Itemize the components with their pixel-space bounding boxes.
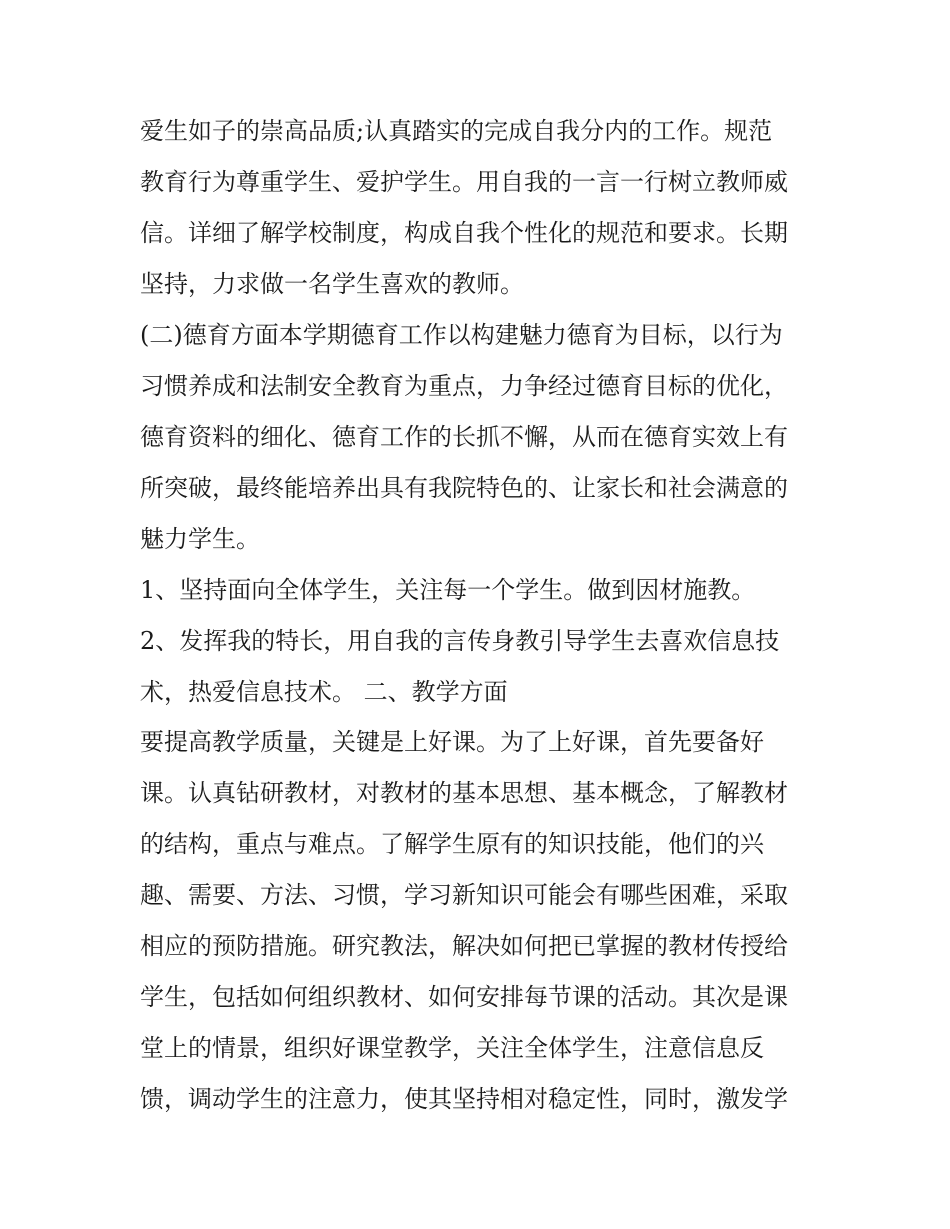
text-line: (二)德育方面本学期德育工作以构建魅力德育为目标，以行为	[140, 321, 783, 349]
text-line: 习惯养成和法制安全教育为重点，力争经过德育目标的优化，	[140, 372, 788, 400]
text-line: 相应的预防措施。研究教法，解决如何把已掌握的教材传授给	[140, 932, 788, 960]
text-line: 魅力学生。	[140, 525, 260, 553]
text-line: 馈，调动学生的注意力，使其坚持相对稳定性，同时，激发学	[140, 1085, 788, 1113]
text-line: 堂上的情景，组织好课堂教学，关注全体学生，注意信息反	[140, 1034, 764, 1062]
text-line: 要提高教学质量，关键是上好课。为了上好课，首先要备好	[140, 728, 764, 756]
text-line: 2、发挥我的特长，用自我的言传身教引导学生去喜欢信息技	[140, 627, 780, 655]
text-line: 的结构，重点与难点。了解学生原有的知识技能，他们的兴	[140, 830, 764, 858]
text-line: 1、坚持面向全体学生，关注每一个学生。做到因材施教。	[140, 576, 756, 604]
document-body	[140, 106, 820, 1125]
text-line: 教育行为尊重学生、爱护学生。用自我的一言一行树立教师威	[140, 168, 788, 196]
text-line: 信。详细了解学校制度，构成自我个性化的规范和要求。长期	[140, 219, 788, 247]
text-line: 坚持，力求做一名学生喜欢的教师。	[140, 270, 524, 298]
text-line: 课。认真钻研教材，对教材的基本思想、基本概念，了解教材	[140, 779, 788, 807]
text-line: 所突破，最终能培养出具有我院特色的、让家长和社会满意的	[140, 474, 788, 502]
text-line: 术，热爱信息技术。 二、教学方面	[140, 678, 508, 706]
text-line: 学生，包括如何组织教材、如何安排每节课的活动。其次是课	[140, 983, 788, 1011]
text-line: 爱生如子的崇高品质;认真踏实的完成自我分内的工作。规范	[140, 117, 773, 145]
text-line: 趣、需要、方法、习惯，学习新知识可能会有哪些困难，采取	[140, 881, 788, 909]
text-line: 德育资料的细化、德育工作的长抓不懈，从而在德育实效上有	[140, 423, 788, 451]
